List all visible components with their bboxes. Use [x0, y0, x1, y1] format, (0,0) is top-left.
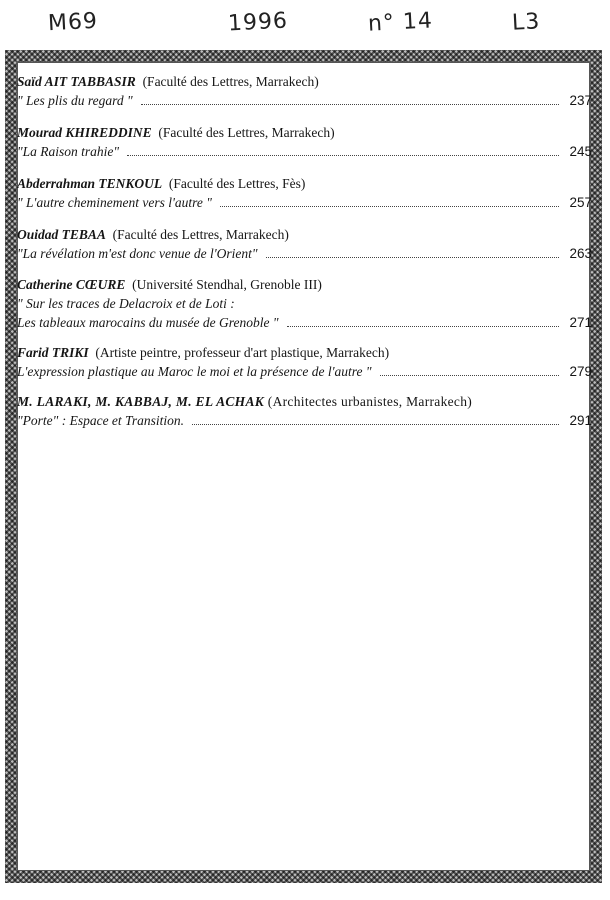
entry-affiliation: (Faculté des Lettres, Fès) [168, 176, 306, 191]
entry-affiliation: (Artiste peintre, professeur d'art plastique, Marrakech) [95, 345, 390, 360]
entry-affiliation: (Faculté des Lettres, Marrakech) [158, 125, 335, 140]
dotted-leader [380, 374, 560, 376]
entry-page: 271 [569, 315, 592, 330]
dotted-leader [141, 103, 560, 105]
entry-title-line [17, 411, 592, 430]
entry-header [17, 174, 592, 193]
entry-title: " Les plis du regard " [17, 93, 133, 108]
toc-entry [17, 275, 592, 332]
entry-title-line [17, 91, 592, 110]
entry-title-line [17, 244, 592, 263]
entry-affiliation: (Architectes urbanistes, Marrakech) [267, 394, 473, 409]
entry-title: Les tableaux marocains du musée de Grenoble " [17, 315, 279, 330]
entry-page: 257 [569, 195, 592, 210]
entry-title: "Porte" : Espace et Transition. [17, 413, 184, 428]
handwritten-issue: n° 14 [367, 8, 434, 37]
entry-author: Abderrahman TENKOUL [17, 176, 163, 191]
entry-header [17, 343, 592, 362]
entry-page: 291 [569, 413, 592, 428]
entry-title: " L'autre cheminement vers l'autre " [17, 195, 212, 210]
handwritten-code: L3 [511, 9, 541, 36]
entry-header [17, 123, 592, 142]
entry-affiliation: (Faculté des Lettres, Marrakech) [112, 227, 289, 242]
dotted-leader [287, 325, 560, 327]
entry-affiliation: (Université Stendhal, Grenoble III) [132, 277, 322, 292]
entry-affiliation: (Faculté des Lettres, Marrakech) [142, 74, 319, 89]
entry-author: Catherine CŒURE [17, 277, 126, 292]
entry-page: 263 [569, 246, 592, 261]
entry-author: Saïd AIT TABBASIR [17, 74, 136, 89]
handwritten-ref: M69 [47, 8, 99, 37]
entry-title: L'expression plastique au Maroc le moi et la présence de l'autre " [17, 364, 372, 379]
entry-header [17, 225, 592, 244]
toc-entry [17, 174, 592, 212]
entry-author: Mourad KHIREDDINE [17, 125, 152, 140]
entry-header [17, 275, 592, 294]
entry-title-line [17, 193, 592, 212]
entry-page: 279 [569, 364, 592, 379]
entry-author: Ouidad TEBAA [17, 227, 106, 242]
entry-page: 237 [569, 93, 592, 108]
entry-title-line [17, 313, 592, 332]
dotted-leader [266, 256, 560, 258]
entry-title-line [17, 142, 592, 161]
dotted-leader [127, 154, 559, 156]
dotted-leader [220, 205, 560, 207]
entry-title: "La révélation m'est donc venue de l'Orient" [17, 246, 258, 261]
entry-page: 245 [569, 144, 592, 159]
entry-header [17, 392, 592, 411]
entry-title: "La Raison trahie" [17, 144, 120, 159]
entry-author: Farid TRIKI [17, 345, 89, 360]
entry-author: M. LARAKI, M. KABBAJ, M. EL ACHAK [17, 394, 265, 409]
toc-entry [17, 225, 592, 263]
entry-title-line [17, 362, 592, 381]
dotted-leader [192, 423, 560, 425]
handwritten-year: 1996 [227, 8, 289, 37]
entry-title-first-line: " Sur les traces de Delacroix et de Loti : [17, 296, 235, 311]
entry-header [17, 72, 592, 91]
toc-entry [17, 392, 592, 430]
toc-entry [17, 123, 592, 161]
toc-entry [17, 72, 592, 110]
toc-entry [17, 343, 592, 381]
